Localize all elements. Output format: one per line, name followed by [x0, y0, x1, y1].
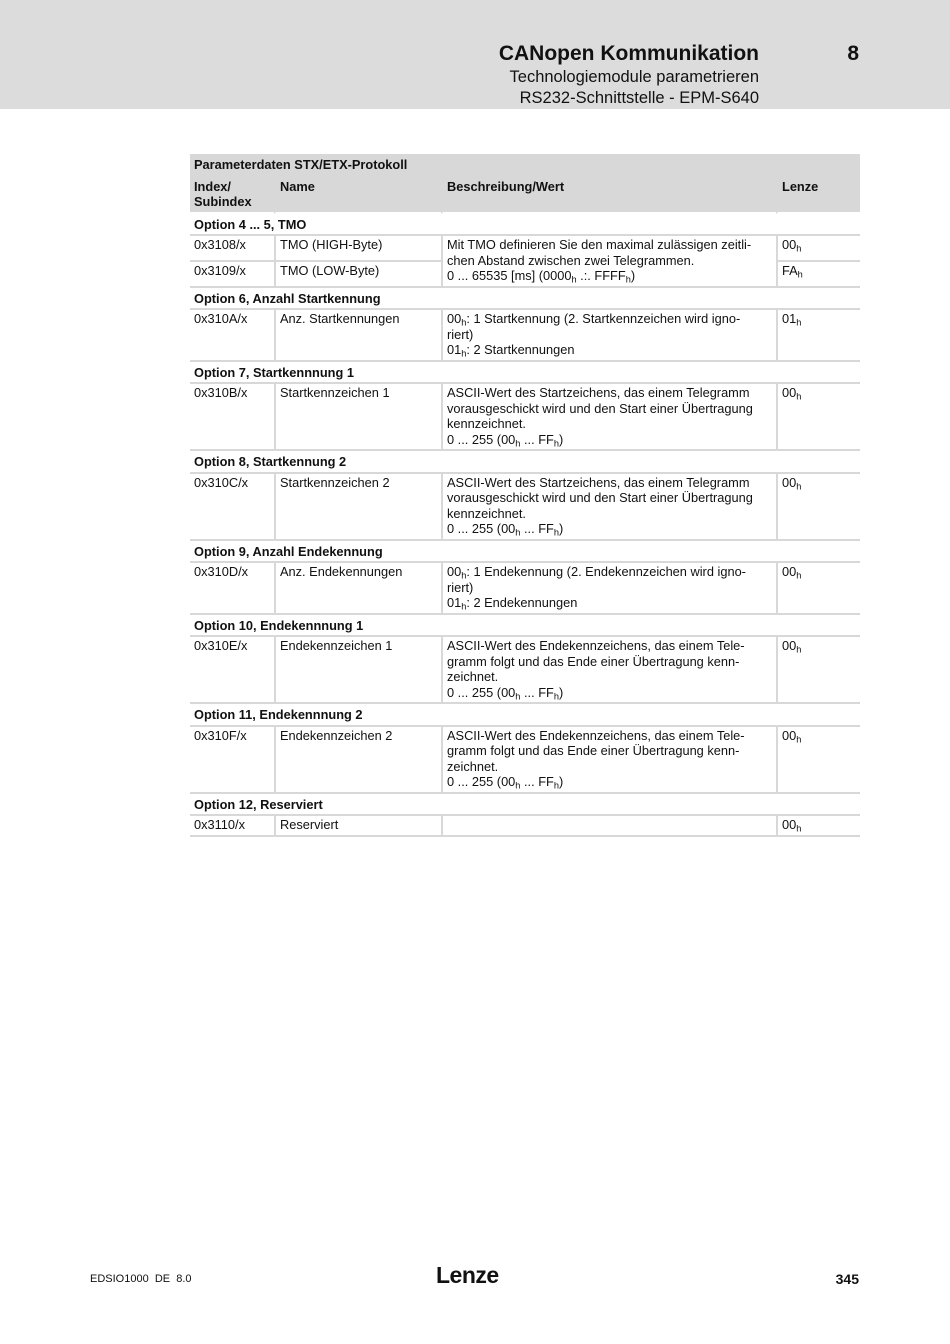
- cell-index: 0x3108/x: [190, 236, 274, 262]
- description-line: 0 ... 255 ($00_h$ ... $FF_h$): [447, 684, 564, 701]
- table-row: [190, 236, 860, 262]
- chapter-number: 8: [847, 42, 859, 65]
- description-line: 0 ... 65535 [ms] ($0000_h$ .:. $FFFF_h$): [447, 268, 636, 285]
- cell-index: 0x3109/x: [190, 262, 274, 288]
- description-line: Mit TMO definieren Sie den maximal zulässigen zeitli-: [447, 237, 752, 252]
- cell-lenze-default: $01_h$: [776, 310, 860, 362]
- cell-description: [441, 384, 776, 451]
- table-title: Parameterdaten STX/ETX-Protokoll: [190, 154, 860, 176]
- section-heading: Option 4 ... 5, TMO: [190, 214, 860, 237]
- header-band: [0, 0, 950, 109]
- cell-lenze-default: $00_h$: [776, 236, 860, 262]
- cell-lenze-default: $FA_h$: [776, 262, 860, 288]
- col-header-index: Index/ Subindex: [190, 176, 274, 214]
- table-row: [190, 384, 860, 451]
- table-title-row: [190, 154, 860, 176]
- section-heading-row: [190, 541, 860, 564]
- document-id: EDSIO1000 DE 8.0: [90, 1273, 192, 1285]
- cell-index: 0x310C/x: [190, 474, 274, 541]
- table-row: [190, 310, 860, 362]
- cell-description: [441, 310, 776, 362]
- cell-name: Reserviert: [274, 816, 441, 837]
- description-line: gramm folgt und das Ende einer Übertragung kenn-: [447, 743, 740, 758]
- description-line: $01_h$: 2 Endekennungen: [447, 595, 578, 612]
- cell-lenze-default: $00_h$: [776, 563, 860, 615]
- description-line: ASCII-Wert des Endekennzeichens, das einem Tele-: [447, 638, 745, 653]
- cell-name: Anz. Endekennungen: [274, 563, 441, 615]
- cell-lenze-default: $00_h$: [776, 727, 860, 794]
- page-subtitle-2: RS232-Schnittstelle - EPM-S640: [519, 89, 759, 107]
- section-heading: Option 8, Startkennung 2: [190, 451, 860, 474]
- lenze-logo: Lenze: [436, 1262, 499, 1288]
- description-line: gramm folgt und das Ende einer Übertragung kenn-: [447, 653, 740, 669]
- description-line: kennzeichnet.: [447, 505, 526, 521]
- cell-description: [441, 637, 776, 704]
- description-line: riert): [447, 326, 474, 342]
- description-line: $00_h$: 1 Startkennung (2. Startkennzeichen wird igno-: [447, 311, 741, 328]
- section-heading-row: [190, 794, 860, 817]
- cell-index: 0x310F/x: [190, 727, 274, 794]
- cell-description: [441, 236, 776, 288]
- table-row: [190, 816, 860, 837]
- description-line: $00_h$: 1 Endekennung (2. Endekennzeichen wird igno-: [447, 564, 746, 581]
- description-line: chen Abstand zwischen zwei Telegrammen.: [447, 252, 695, 268]
- page-subtitle-1: Technologiemodule parametrieren: [509, 68, 759, 86]
- description-line: ASCII-Wert des Startzeichens, das einem Telegramm: [447, 474, 750, 490]
- description-line: 0 ... 255 ($00_h$ ... $FF_h$): [447, 774, 564, 791]
- description-line: ASCII-Wert des Endekennzeichens, das einem Tele-: [447, 727, 745, 743]
- cell-name: TMO (LOW-Byte): [274, 262, 441, 288]
- section-heading: Option 6, Anzahl Startkennung: [190, 288, 860, 311]
- cell-index: 0x310B/x: [190, 384, 274, 451]
- section-heading-row: [190, 362, 860, 385]
- cell-name: Endekennzeichen 1: [274, 637, 441, 704]
- cell-description: [441, 563, 776, 615]
- page-title: CANopen Kommunikation: [498, 42, 759, 65]
- description-line: riert): [447, 579, 474, 595]
- table-row: [190, 474, 860, 541]
- cell-index: 0x310E/x: [190, 637, 274, 704]
- parameter-table: [190, 154, 860, 837]
- section-heading-row: [190, 451, 860, 474]
- description-line: $01_h$: 2 Startkennungen: [447, 342, 575, 359]
- cell-index: 0x3110/x: [190, 816, 274, 837]
- cell-lenze-default: $00_h$: [776, 637, 860, 704]
- cell-description: [441, 727, 776, 794]
- cell-lenze-default: $00_h$: [776, 816, 860, 837]
- col-header-lenze: Lenze: [776, 176, 860, 214]
- page-number: 345: [835, 1271, 859, 1287]
- table-row: [190, 727, 860, 794]
- section-heading: Option 9, Anzahl Endekennung: [190, 541, 860, 564]
- table-row: [190, 637, 860, 704]
- description-line: zeichnet.: [447, 758, 499, 774]
- description-line: kennzeichnet.: [447, 416, 526, 431]
- section-heading: Option 12, Reserviert: [190, 794, 860, 817]
- cell-name: TMO (HIGH-Byte): [274, 236, 441, 262]
- section-heading: Option 7, Startkennnung 1: [190, 362, 860, 385]
- table-row: [190, 563, 860, 615]
- cell-lenze-default: $00_h$: [776, 384, 860, 451]
- section-heading-row: [190, 704, 860, 727]
- cell-name: Startkennzeichen 2: [274, 474, 441, 541]
- description-line: 0 ... 255 ($00_h$ ... $FF_h$): [447, 431, 564, 448]
- cell-name: Endekennzeichen 2: [274, 727, 441, 794]
- description-line: vorausgeschickt wird und den Start einer Übertragung: [447, 400, 753, 416]
- description-line: vorausgeschickt wird und den Start einer Übertragung: [447, 490, 753, 505]
- cell-name: Anz. Startkennungen: [274, 310, 441, 362]
- section-heading: Option 10, Endekennnung 1: [190, 615, 860, 638]
- cell-index: 0x310D/x: [190, 563, 274, 615]
- section-heading-row: [190, 615, 860, 638]
- section-heading-row: [190, 288, 860, 311]
- description-line: ASCII-Wert des Startzeichens, das einem Telegramm: [447, 385, 750, 400]
- section-heading: Option 11, Endekennnung 2: [190, 704, 860, 727]
- col-header-desc: Beschreibung/Wert: [441, 176, 776, 214]
- cell-lenze-default: $00_h$: [776, 474, 860, 541]
- description-line: 0 ... 255 ($00_h$ ... $FF_h$): [447, 521, 564, 538]
- cell-description: [441, 816, 776, 837]
- col-header-name: Name: [274, 176, 441, 214]
- section-heading-row: [190, 214, 860, 237]
- table-header-row: [190, 176, 860, 214]
- cell-description: [441, 474, 776, 541]
- cell-index: 0x310A/x: [190, 310, 274, 362]
- cell-name: Startkennzeichen 1: [274, 384, 441, 451]
- description-line: zeichnet.: [447, 669, 499, 684]
